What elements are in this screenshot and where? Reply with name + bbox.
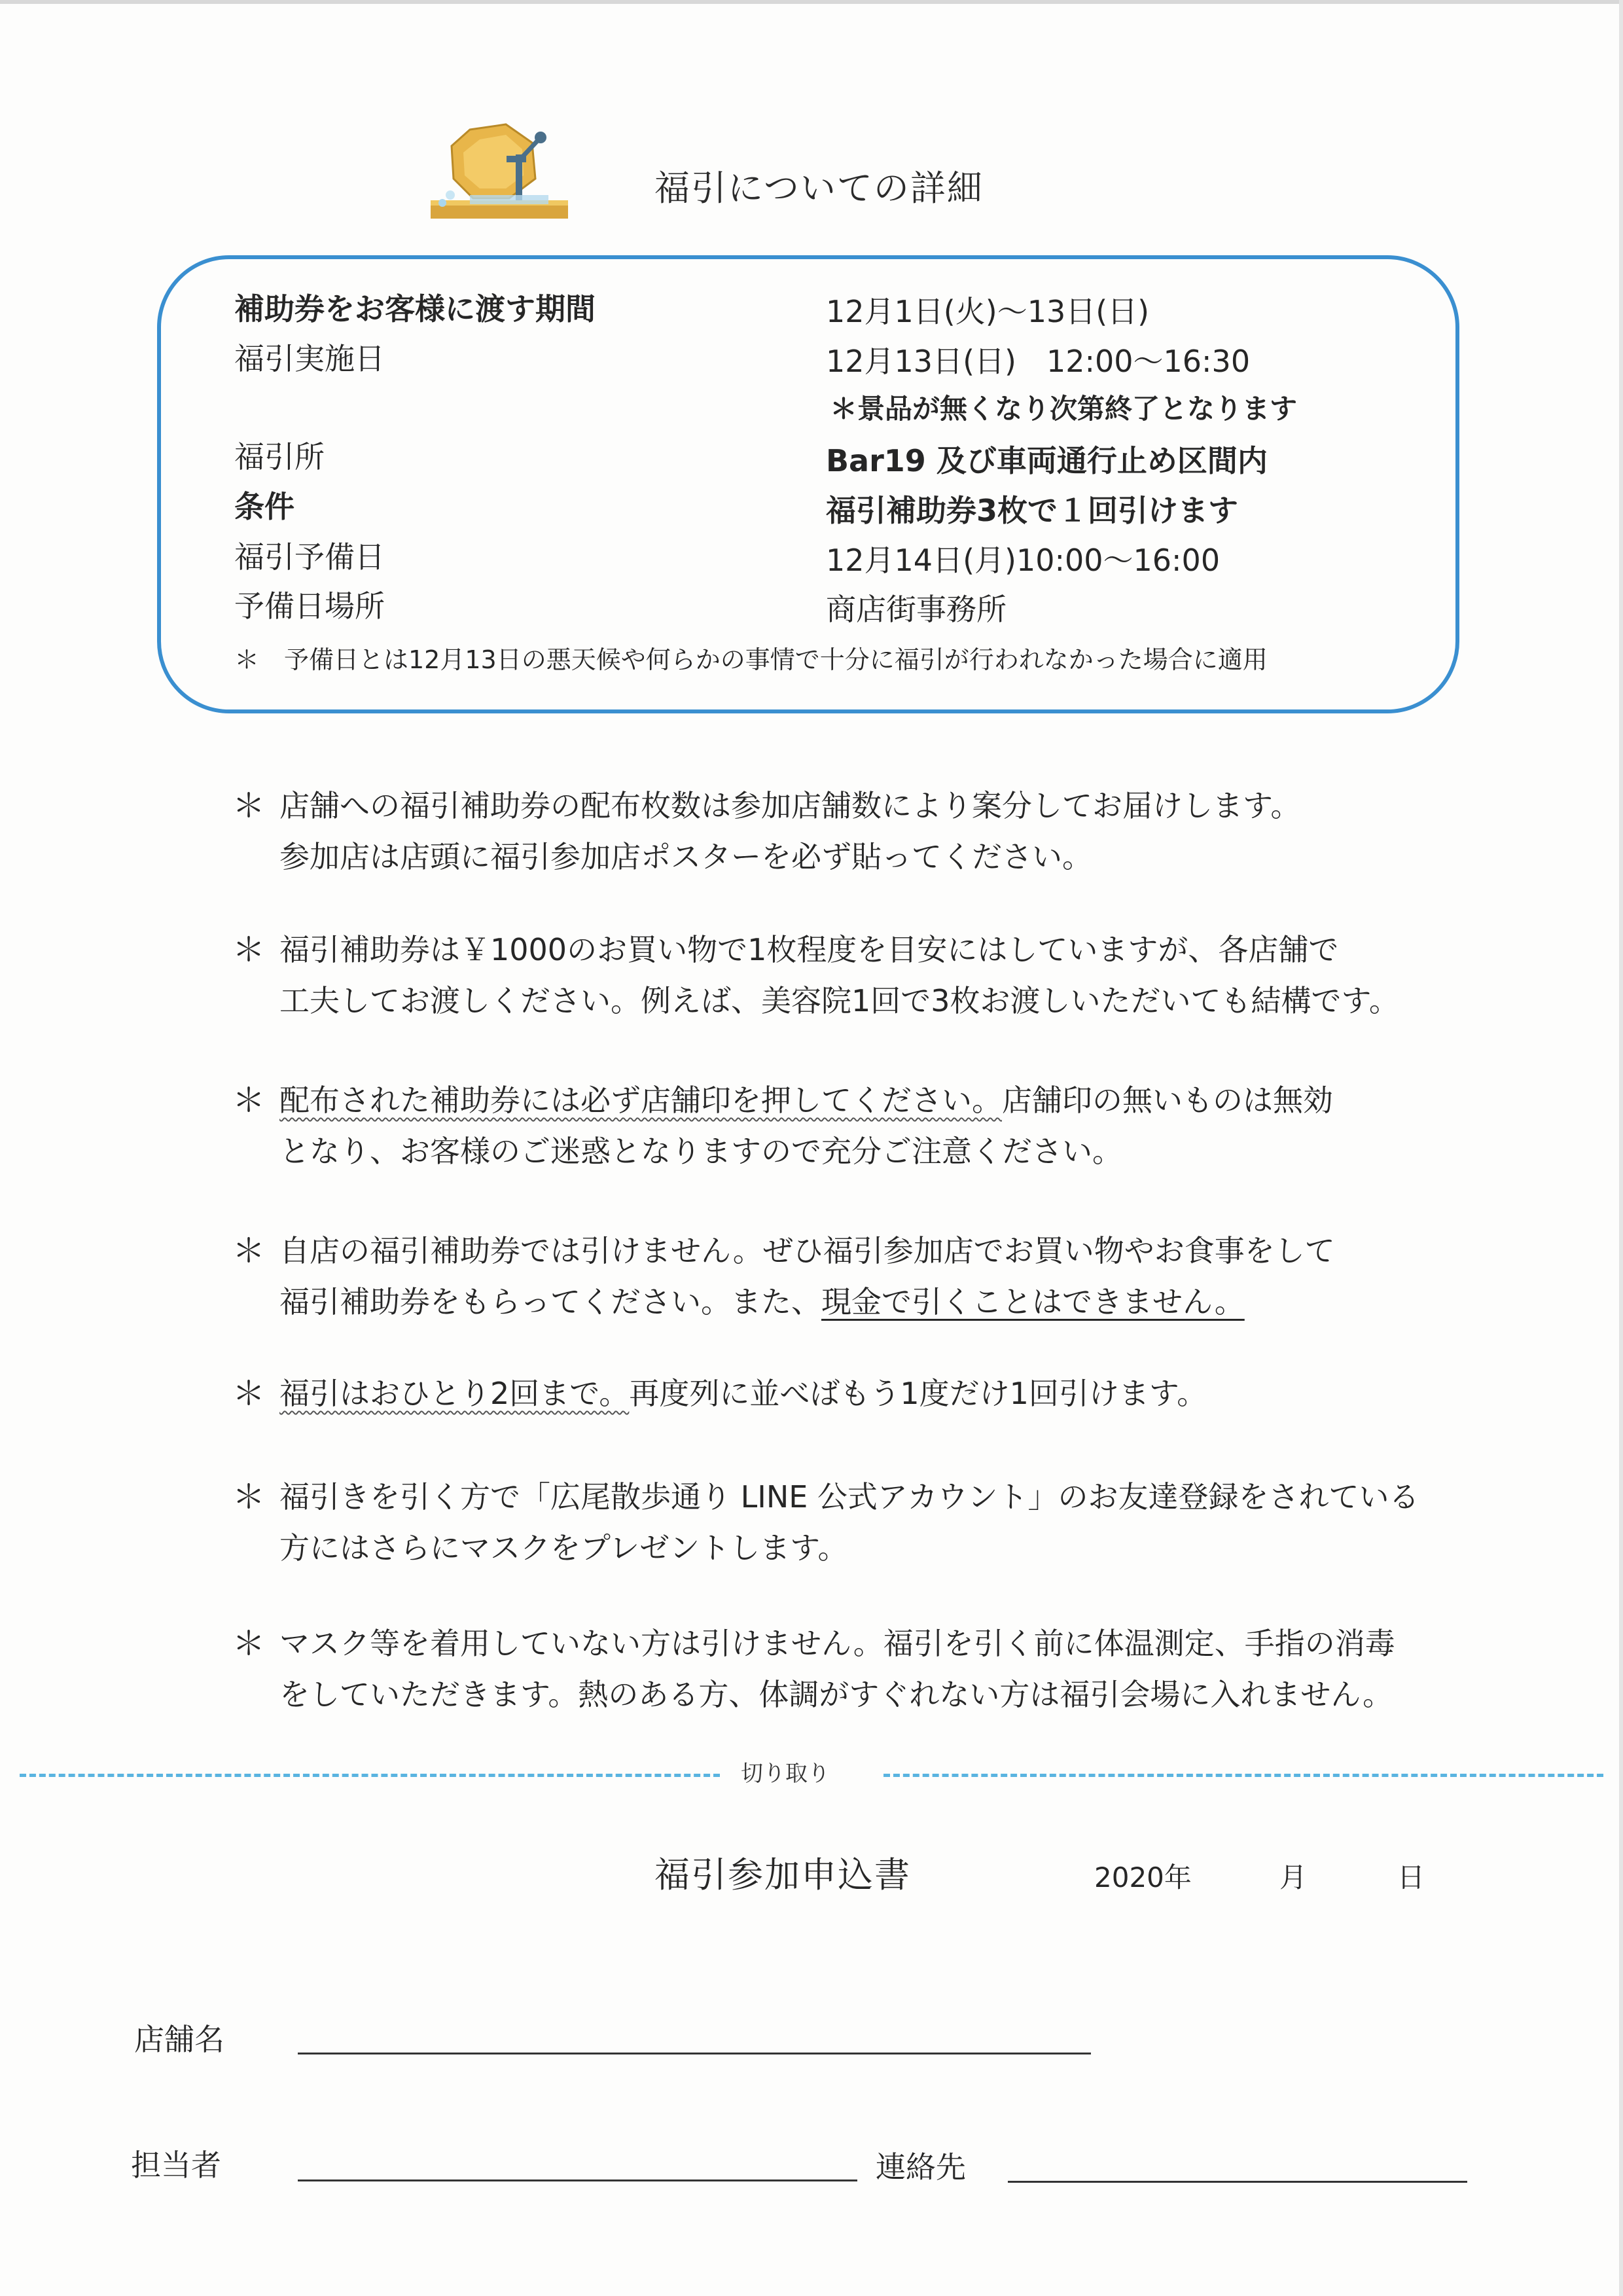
notice-line: 自店の福引補助券では引けません。ぜひ福引参加店でお買い物やお食事をして bbox=[279, 1233, 1335, 1268]
value-reserve-place: 商店街事務所 bbox=[826, 592, 1007, 627]
notice-line: マスク等を着用していない方は引けません。福引を引く前に体温測定、手指の消毒 bbox=[279, 1626, 1395, 1661]
page-edge-right bbox=[1619, 0, 1623, 2296]
shop-name-field[interactable] bbox=[298, 2053, 1091, 2054]
bullet-asterisk: ＊ bbox=[232, 1081, 265, 1119]
notice-text: 福引補助券をもらってください。また、 bbox=[279, 1284, 821, 1319]
value-lottery-date: 12月13日(日) 12:00〜16:30 bbox=[826, 344, 1251, 379]
notice-line bbox=[279, 1075, 1476, 1126]
cut-line bbox=[883, 1774, 1603, 1777]
bullet-asterisk: ＊ bbox=[232, 787, 265, 825]
reserve-day-note: ＊ 予備日とは12月13日の悪天候や何らかの事情で十分に福引が行われなかった場合に適用 bbox=[234, 645, 1268, 674]
form-year: 2020年 bbox=[1094, 1861, 1192, 1893]
no-cash-text: 現金で引くことはできません。 bbox=[821, 1284, 1245, 1319]
page-title: 福引についての詳細 bbox=[654, 168, 984, 209]
bullet-asterisk: ＊ bbox=[232, 931, 265, 969]
notice-item bbox=[232, 924, 1476, 1026]
stamp-invalid-text: 店舗印の無いものは無効 bbox=[1002, 1083, 1333, 1118]
notice-item bbox=[232, 1075, 1476, 1177]
notice-line: をしていただきます。熱のある方、体調がすぐれない方は福引会場に入れません。 bbox=[279, 1677, 1393, 1712]
cut-line bbox=[20, 1774, 720, 1777]
notice-item bbox=[232, 1225, 1476, 1327]
notice-text: 再度列に並べばもう1度だけ1回引けます。 bbox=[629, 1376, 1207, 1411]
cut-label: 切り取り bbox=[741, 1761, 830, 1787]
label-lottery-date: 福引実施日 bbox=[234, 341, 385, 376]
notice-line bbox=[279, 1276, 1476, 1327]
notice-line: 福引補助券は￥1000のお買い物で1枚程度を目安にはしていますが、各店舗で bbox=[279, 932, 1339, 967]
notice-line: 参加店は店頭に福引参加店ポスターを必ず貼ってください。 bbox=[279, 839, 1092, 874]
value-lottery-place: Bar19 及び車両通行止め区間内 bbox=[826, 443, 1268, 478]
value-condition: 福引補助券3枚で１回引けます bbox=[826, 493, 1239, 528]
lottery-drum-icon bbox=[424, 117, 575, 228]
bullet-asterisk: ＊ bbox=[232, 1232, 265, 1270]
bullet-asterisk: ＊ bbox=[232, 1374, 265, 1412]
label-reserve-date: 福引予備日 bbox=[234, 539, 385, 575]
contact-field[interactable] bbox=[1008, 2181, 1467, 2183]
page-edge-top bbox=[0, 0, 1623, 4]
notice-item bbox=[232, 780, 1476, 882]
two-times-limit-text: 福引はおひとり2回まで。 bbox=[279, 1376, 630, 1411]
notice-line: 店舗への福引補助券の配布枚数は参加店舗数により案分してお届けします。 bbox=[279, 788, 1301, 823]
form-title: 福引参加申込書 bbox=[654, 1854, 911, 1895]
bullet-asterisk: ＊ bbox=[232, 1624, 265, 1662]
shop-name-label: 店舗名 bbox=[134, 2022, 224, 2057]
contact-label: 連絡先 bbox=[876, 2149, 966, 2185]
stamp-required-text: 配布された補助券には必ず店舗印を押してください。 bbox=[279, 1083, 1002, 1118]
notice-line: 福引きを引く方で「広尾散歩通り LINE 公式アカウント」のお友達登録をされている bbox=[279, 1479, 1419, 1515]
notice-item bbox=[232, 1471, 1476, 1573]
notice-line: 工夫してお渡しください。例えば、美容院1回で3枚お渡しいただいても結構です。 bbox=[279, 983, 1399, 1018]
label-lottery-place: 福引所 bbox=[234, 439, 325, 475]
notice-line bbox=[279, 1368, 1476, 1419]
label-distribution-period: 補助券をお客様に渡す期間 bbox=[234, 291, 596, 327]
person-in-charge-field[interactable] bbox=[298, 2179, 857, 2181]
person-in-charge-label: 担当者 bbox=[131, 2147, 221, 2183]
notice-line: となり、お客様のご迷惑となりますので充分ご注意ください。 bbox=[279, 1134, 1122, 1169]
notice-line: 方にはさらにマスクをプレゼントします。 bbox=[279, 1530, 848, 1566]
form-day: 日 bbox=[1397, 1861, 1425, 1893]
form-month: 月 bbox=[1279, 1861, 1308, 1893]
value-reserve-date: 12月14日(月)10:00〜16:00 bbox=[826, 543, 1221, 578]
notice-item bbox=[232, 1368, 1476, 1419]
bullet-asterisk: ＊ bbox=[232, 1478, 265, 1516]
value-prize-note: ＊景品が無くなり次第終了となります bbox=[830, 393, 1298, 425]
notice-item bbox=[232, 1618, 1476, 1720]
label-condition: 条件 bbox=[234, 489, 294, 524]
value-distribution-period: 12月1日(火)〜13日(日) bbox=[826, 294, 1150, 329]
label-reserve-place: 予備日場所 bbox=[234, 588, 385, 624]
